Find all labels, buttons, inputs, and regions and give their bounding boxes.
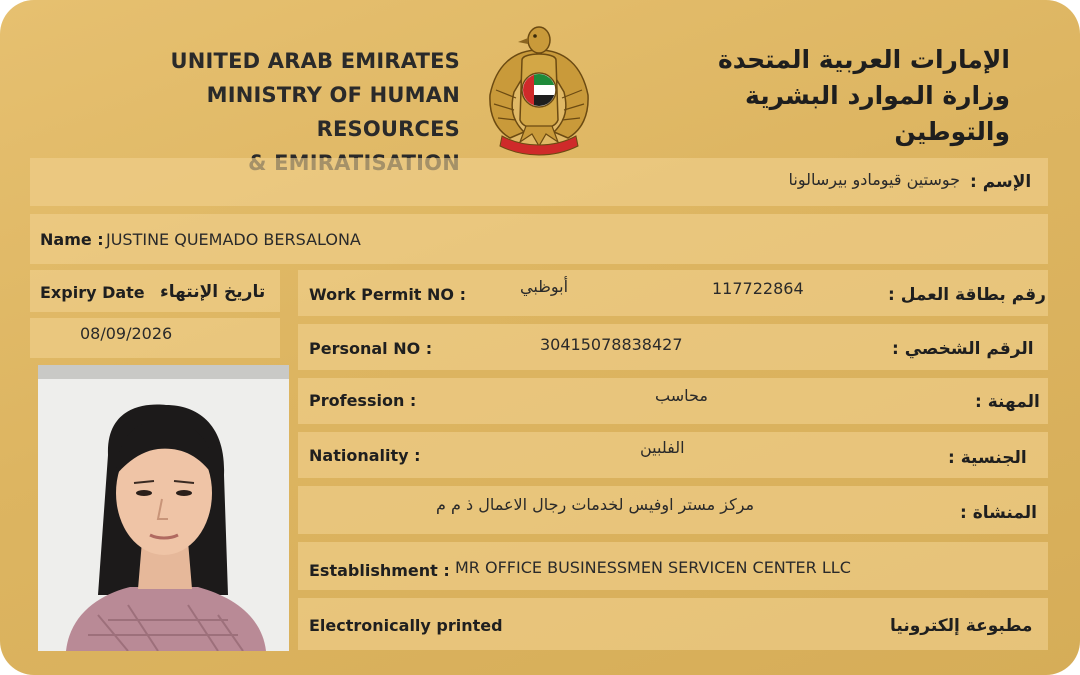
- work-permit-emirate: أبوظبي: [520, 277, 569, 296]
- profession-value: محاسب: [655, 386, 708, 405]
- holder-photo: [38, 365, 289, 651]
- work-permit-number: 117722864: [712, 279, 804, 298]
- name-ar-label: الإسم :: [970, 172, 1032, 192]
- header-ar-line2: وزارة الموارد البشرية: [745, 81, 1010, 110]
- profession-label: Profession :: [309, 391, 417, 410]
- establishment-value-ar: مركز مستر اوفيس لخدمات رجال الاعمال ذ م م: [436, 495, 755, 514]
- electronically-printed-label: Electronically printed: [309, 616, 503, 635]
- expiry-value: 08/09/2026: [80, 324, 173, 343]
- uae-emblem-icon: [484, 20, 594, 158]
- establishment-label-ar: المنشاة :: [960, 503, 1037, 523]
- personal-label: Personal NO :: [309, 339, 433, 358]
- name-ar-value: جوستين قيومادو بيرسالونا: [788, 170, 960, 189]
- header-en-line2: MINISTRY OF HUMAN RESOURCES: [206, 83, 460, 141]
- electronically-printed-label-ar: مطبوعة إلكترونيا: [890, 616, 1033, 636]
- work-permit-label-ar: رقم بطاقة العمل :: [888, 285, 1046, 305]
- nationality-label-ar: الجنسية :: [948, 448, 1027, 468]
- establishment-value-en: MR OFFICE BUSINESSMEN SERVICEN CENTER LLC: [455, 558, 851, 577]
- profession-label-ar: المهنة :: [975, 392, 1040, 412]
- nationality-value: الفلبين: [640, 438, 685, 457]
- header-arabic: [610, 42, 1010, 150]
- name-en-value: JUSTINE QUEMADO BERSALONA: [106, 230, 361, 249]
- expiry-label-ar: تاريخ الإنتهاء: [160, 282, 266, 302]
- establishment-label-en: Establishment :: [309, 561, 450, 580]
- personal-number: 30415078838427: [540, 335, 683, 354]
- header-en-line1: UNITED ARAB EMIRATES: [170, 49, 460, 73]
- portrait-image: [38, 365, 289, 651]
- expiry-label-en: Expiry Date: [40, 283, 145, 302]
- header-ar-line1: الإمارات العربية المتحدة: [717, 45, 1010, 74]
- header-ar-line3: والتوطين: [894, 117, 1010, 146]
- work-permit-label: Work Permit NO :: [309, 285, 466, 304]
- name-en-label: Name :: [40, 230, 104, 249]
- personal-label-ar: الرقم الشخصي :: [892, 339, 1034, 359]
- nationality-label: Nationality :: [309, 446, 421, 465]
